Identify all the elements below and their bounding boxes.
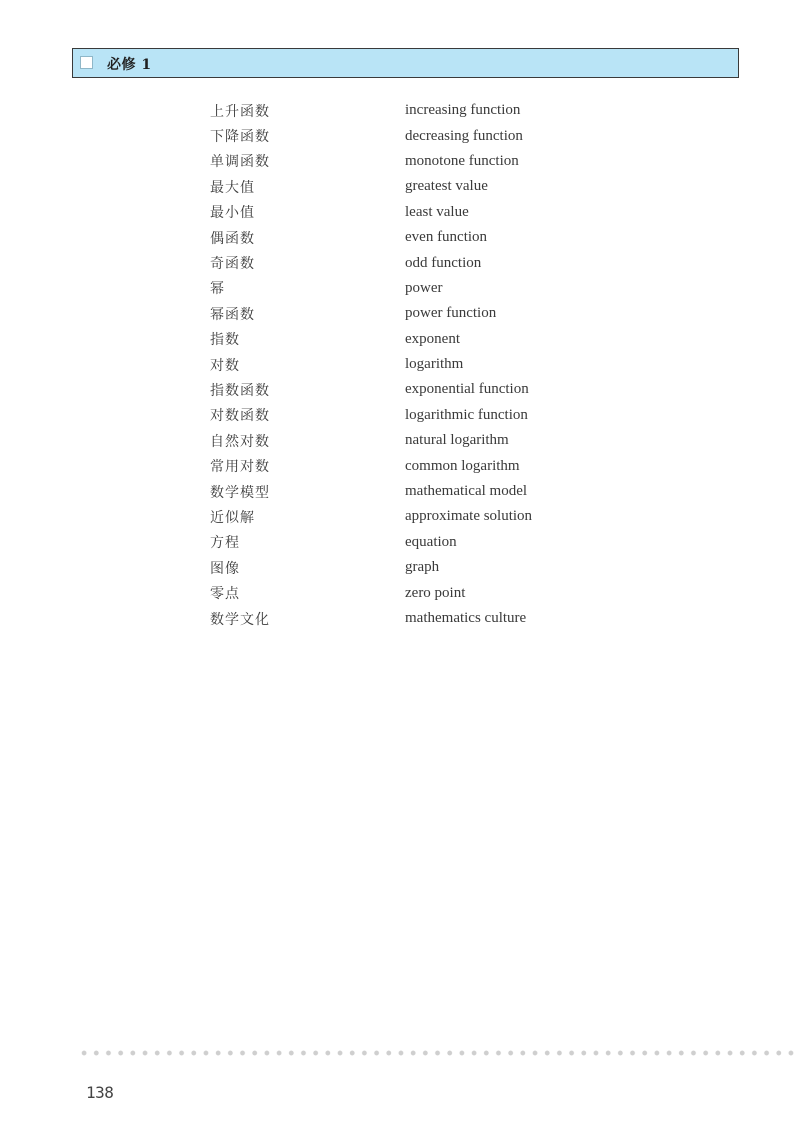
term-english: mathematical model: [405, 483, 528, 500]
glossary-row: [210, 250, 610, 275]
term-english: even function: [405, 229, 488, 246]
term-english: exponent: [405, 330, 460, 347]
term-chinese: 幂: [210, 281, 225, 298]
term-english: monotone function: [405, 152, 519, 169]
term-english: decreasing function: [405, 127, 523, 144]
term-chinese: 对数: [210, 357, 240, 374]
term-chinese: 最大值: [210, 179, 255, 196]
glossary-row: [210, 453, 610, 478]
term-chinese: 图像: [210, 560, 240, 577]
term-chinese: 幂函数: [210, 306, 255, 323]
glossary-row: [210, 123, 610, 148]
glossary-row: [210, 352, 610, 377]
term-english: odd function: [405, 254, 482, 271]
glossary-row: [210, 377, 610, 402]
term-chinese: 下降函数: [210, 129, 270, 146]
term-chinese: 近似解: [210, 509, 255, 526]
glossary-row: [210, 530, 610, 555]
term-chinese: 零点: [210, 586, 240, 603]
term-english: zero point: [405, 584, 466, 601]
dotted-divider: [78, 1050, 798, 1056]
term-chinese: 自然对数: [210, 433, 270, 450]
glossary-row: [210, 200, 610, 225]
page-number: 138: [86, 1083, 114, 1102]
glossary-row: [210, 149, 610, 174]
section-header: [72, 48, 739, 78]
glossary-row: [210, 174, 610, 199]
header-square-icon: [80, 56, 93, 69]
term-chinese: 最小值: [210, 205, 255, 222]
term-english: equation: [405, 533, 457, 550]
glossary-row: [210, 225, 610, 250]
term-english: natural logarithm: [405, 432, 509, 449]
glossary-row: [210, 479, 610, 504]
term-english: power function: [405, 305, 497, 322]
glossary-row: [210, 327, 610, 352]
glossary-row: [210, 276, 610, 301]
term-chinese: 方程: [210, 535, 240, 552]
glossary-row: [210, 580, 610, 605]
term-english: approximate solution: [405, 508, 533, 525]
term-chinese: 数学模型: [210, 484, 270, 501]
term-english: logarithmic function: [405, 406, 528, 423]
term-english: exponential function: [405, 381, 529, 398]
term-chinese: 上升函数: [210, 103, 270, 120]
term-english: graph: [405, 559, 440, 576]
term-english: logarithm: [405, 356, 464, 373]
term-english: increasing function: [405, 102, 521, 119]
term-english: power: [405, 279, 443, 296]
glossary-row: [210, 555, 610, 580]
glossary-row: [210, 504, 610, 529]
glossary-row: [210, 98, 610, 123]
term-chinese: 偶函数: [210, 230, 255, 247]
term-chinese: 指数: [210, 332, 240, 349]
term-english: least value: [405, 203, 469, 220]
term-chinese: 奇函数: [210, 256, 255, 273]
glossary-row: [210, 301, 610, 326]
section-title: 必修 1: [107, 57, 152, 73]
term-chinese: 数学文化: [210, 611, 270, 628]
term-chinese: 单调函数: [210, 154, 270, 171]
term-chinese: 常用对数: [210, 459, 270, 476]
term-english: mathematics culture: [405, 610, 527, 626]
term-english: common logarithm: [405, 457, 520, 474]
term-chinese: 对数函数: [210, 408, 270, 425]
term-english: greatest value: [405, 178, 488, 195]
glossary-row: [210, 606, 610, 631]
term-chinese: 指数函数: [210, 382, 270, 399]
glossary-row: [210, 403, 610, 428]
glossary-list: [210, 98, 610, 631]
glossary-row: [210, 428, 610, 453]
